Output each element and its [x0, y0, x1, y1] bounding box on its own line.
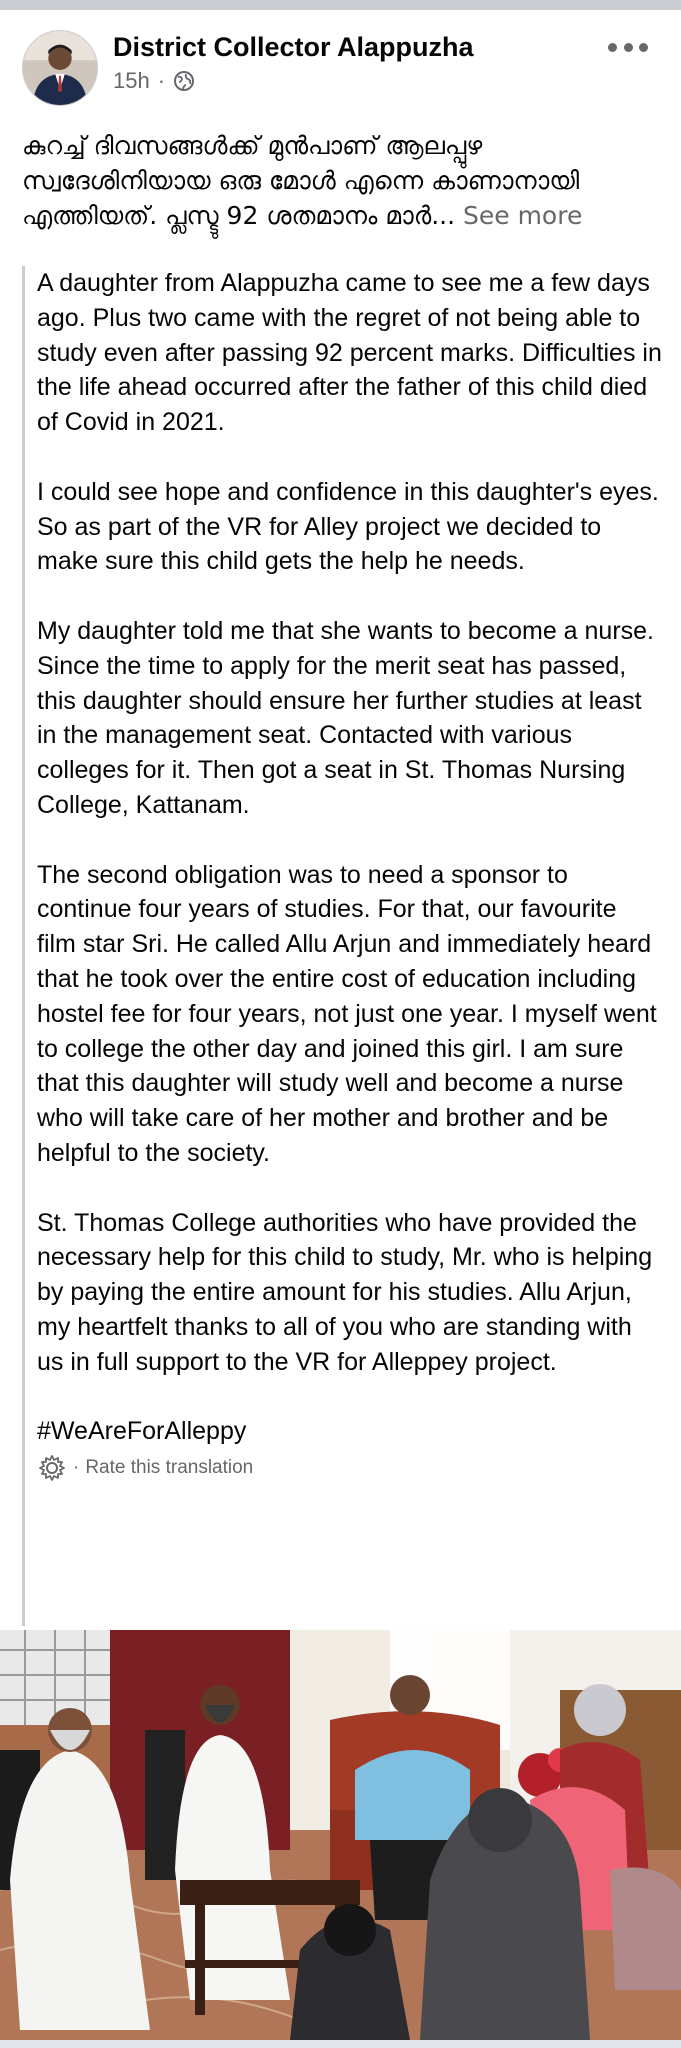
gear-icon[interactable]	[37, 1453, 67, 1483]
post-photo[interactable]	[0, 1630, 681, 2040]
see-more-link[interactable]: See more	[463, 201, 583, 230]
original-text	[22, 128, 662, 233]
translation-block	[22, 266, 662, 1626]
page-name[interactable]: District Collector Alappuzha	[113, 32, 474, 62]
avatar[interactable]	[22, 30, 98, 106]
translation-paragraph: The second obligation was to need a sponsor to continue four years of studies. For that, our favourite film star Sri. He called Allu Arjun and immediately heard that he took over the entire cost of education including hostel fee for four years, not just one year. I myself went to college the other day and joined this girl. I am sure that this daughter will study well and become a nurse who will take care of her mother and brother and be helpful to the society.	[37, 860, 657, 1167]
hashtag-link[interactable]: #WeAreForAlleppy	[37, 1417, 247, 1446]
rate-separator: ·	[73, 1457, 80, 1479]
bottom-divider	[0, 2040, 681, 2048]
translation-body	[37, 266, 662, 1380]
translation-paragraph: St. Thomas College authorities who have provided the necessary help for this child to study, Mr. who is helping by paying the entire amount for his studies. Allu Arjun, my heartfelt thanks to all of you who are standing with us in full support to the VR for Alleppey project.	[37, 1208, 653, 1376]
more-options-icon[interactable]	[608, 36, 648, 58]
rate-translation-link[interactable]: Rate this translation	[85, 1457, 254, 1479]
avatar-image	[23, 31, 97, 105]
globe-icon[interactable]	[173, 70, 195, 92]
post-meta	[113, 68, 195, 94]
post-photo-image	[0, 1630, 681, 2040]
top-divider	[0, 0, 681, 10]
translation-paragraph: I could see hope and confidence in this daughter's eyes. So as part of the VR for Alley project we decided to make sure this child gets the help he needs.	[37, 477, 659, 576]
translation-paragraph: A daughter from Alappuzha came to see me a few days ago. Plus two came with the regret of not being able to study even after passing 92 percent marks. Difficulties in the life ahead occurred after the father of this child died of Covid in 2021.	[37, 269, 662, 437]
meta-separator: ·	[157, 68, 166, 93]
translation-paragraph: My daughter told me that she wants to become a nurse. Since the time to apply for the merit seat has passed, this daughter should ensure her further studies at least in the management seat. Contacted with various colleges for it. Then got a seat in St. Thomas Nursing College, Kattanam.	[37, 616, 655, 819]
original-text-body: കുറച്ച് ദിവസങ്ങൾക്ക് മുൻപാണ് ആലപ്പുഴ സ്വദേശിനിയായ ഒരു മോൾ എന്നെ കാണാനായി എത്തിയത്. പ്ലസ്ടു 92 ശതമാനം മാർ...	[22, 131, 580, 230]
post-time[interactable]: 15h	[113, 68, 150, 93]
rate-translation-row	[37, 1453, 662, 1483]
post-header	[0, 10, 681, 125]
